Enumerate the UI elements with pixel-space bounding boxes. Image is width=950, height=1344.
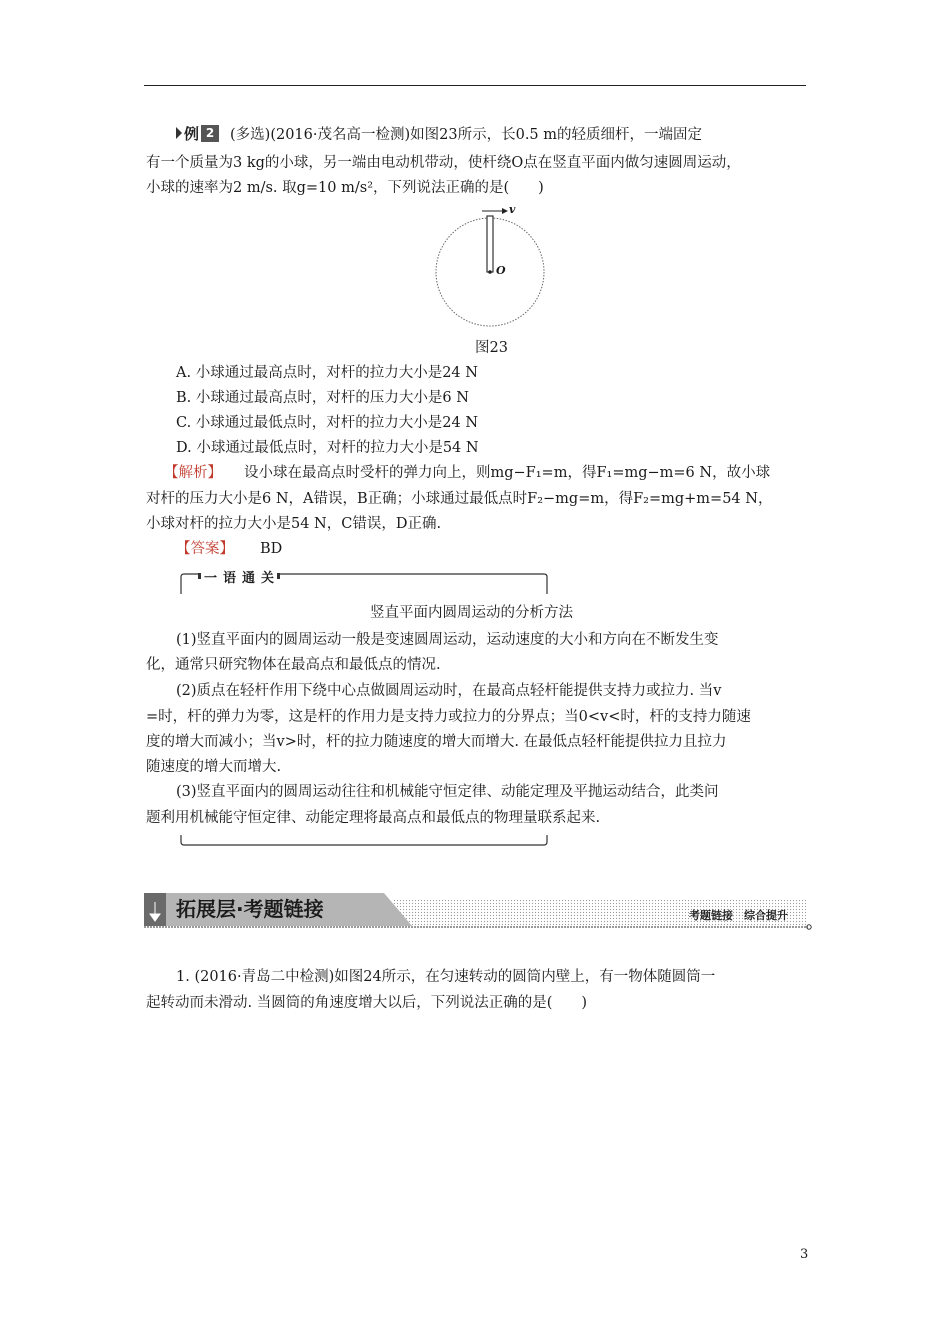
header-rule <box>144 85 806 86</box>
page-number: 3 <box>800 1247 809 1262</box>
tip-line-7: (3)竖直平面内的圆周运动往往和机械能守恒定律、动能定理及平抛运动结合，此类问 <box>176 784 719 800</box>
tip-tag: 一语通关 <box>204 571 281 586</box>
answer-label: 【答案】 <box>176 541 234 557</box>
option-a: A. 小球通过最高点时，对杆的拉力大小是24 N <box>176 365 478 381</box>
figure-caption: 图23 <box>475 340 508 356</box>
tip-line-4: =时，杆的弹力为零，这是杆的作用力是支持力或拉力的分界点；当0<v<时，杆的支持力随速 <box>146 709 751 725</box>
example-badge <box>176 124 222 143</box>
example-text-line-2: 有一个质量为3 kg的小球，另一端由电动机带动，使杆绕O点在竖直平面内做匀速圆周运动， <box>146 155 741 171</box>
option-c: C. 小球通过最低点时，对杆的拉力大小是24 N <box>176 415 479 431</box>
figure-23 <box>430 200 550 330</box>
tip-box-bottom <box>180 832 548 844</box>
rod-circle-diagram <box>430 200 550 330</box>
section-header <box>144 890 812 930</box>
example-text-line-3: 小球的速率为2 m/s. 取g=10 m/s²，下列说法正确的是( ) <box>146 180 544 196</box>
analysis-label: 【解析】 <box>164 465 222 481</box>
example-text-line-1: (多选)(2016·茂名高一检测)如图23所示，长0.5 m的轻质细杆，一端固定 <box>230 127 703 143</box>
question-1-line-2: 起转动而未滑动. 当圆筒的角速度增大以后，下列说法正确的是( ) <box>146 995 588 1011</box>
tip-line-2: 化，通常只研究物体在最高点和最低点的情况. <box>146 657 441 673</box>
triangle-icon <box>176 127 182 139</box>
tip-line-8: 题利用机械能守恒定律、动能定理将最高点和最低点的物理量联系起来. <box>146 810 601 826</box>
answer-value: BD <box>260 541 283 557</box>
example-badge-number: 2 <box>201 125 219 142</box>
question-1-line-1: 1. (2016·青岛二中检测)如图24所示，在匀速转动的圆筒内壁上，有一物体随圆筒一 <box>176 969 716 985</box>
velocity-label: v <box>509 203 516 216</box>
section-right-tags: 考题链接 综合提升 <box>689 909 788 922</box>
analysis-line-2: 对杆的压力大小是6 N，A错误，B正确；小球通过最低点时F₂−mg=m，得F₂=mg+m=54 N， <box>146 491 773 507</box>
section-title: 拓展层·考题链接 <box>176 897 324 921</box>
analysis-line-3: 小球对杆的拉力大小是54 N，C错误，D正确. <box>146 516 442 532</box>
tip-line-3: (2)质点在轻杆作用下绕中心点做圆周运动时，在最高点轻杆能提供支持力或拉力. 当v <box>176 683 722 699</box>
option-b: B. 小球通过最高点时，对杆的压力大小是6 N <box>176 390 469 406</box>
tip-line-5: 度的增大而减小；当v>时，杆的拉力随速度的增大而增大. 在最低点轻杆能提供拉力且拉力 <box>146 734 727 750</box>
option-d: D. 小球通过最低点时，对杆的拉力大小是54 N <box>176 440 479 456</box>
tip-line-6: 随速度的增大而增大. <box>146 759 282 775</box>
center-label: O <box>496 264 506 277</box>
tip-line-1: (1)竖直平面内的圆周运动一般是变速圆周运动，运动速度的大小和方向在不断发生变 <box>176 632 719 648</box>
analysis-line-1: 设小球在最高点时受杆的弹力向上，则mg−F₁=m，得F₁=mg−m=6 N，故小球 <box>244 465 771 481</box>
tip-title: 竖直平面内圆周运动的分析方法 <box>370 605 573 621</box>
tip-box-top <box>180 572 548 594</box>
example-badge-letter: 例 <box>184 125 200 143</box>
